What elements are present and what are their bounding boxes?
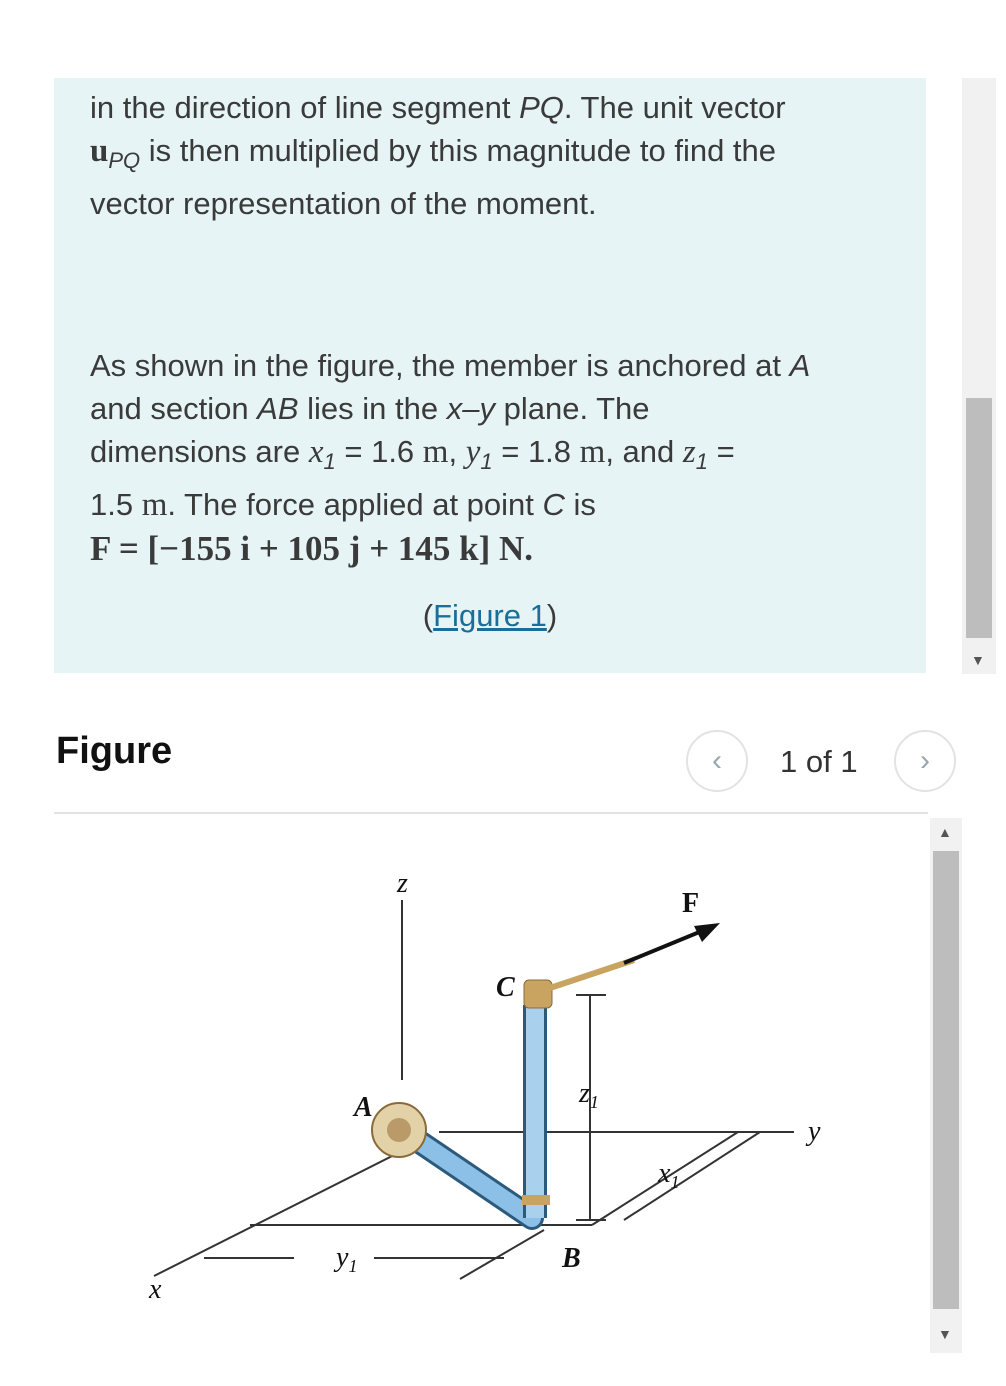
problem-paragraph-1 — [90, 86, 910, 225]
and-text: , and — [605, 434, 683, 469]
problem-paragraph-2 — [90, 344, 910, 570]
figure-image — [54, 820, 934, 1360]
paren-open: ( — [422, 598, 434, 633]
y1-subscript: 1 — [480, 449, 493, 474]
unit-vector-symbol: u — [90, 133, 109, 169]
para1-text-end: . The unit vector — [563, 90, 786, 125]
para1-line3: vector representation of the moment. — [90, 186, 597, 221]
figure-scrollbar-thumb[interactable] — [933, 851, 959, 1309]
figure-1-link[interactable]: Figure 1 — [433, 598, 547, 633]
para2-text-4: plane. The — [494, 391, 650, 426]
para1-line2: is then multiplied by this magnitude to find the — [140, 133, 777, 168]
label-y1: $y_1$ — [336, 1242, 358, 1276]
para2-text-2: and section — [90, 391, 258, 426]
label-z1: $z_1$ — [579, 1078, 599, 1112]
figure-link-row — [54, 598, 926, 634]
pin-c — [550, 960, 634, 988]
label-z: z — [397, 868, 408, 899]
x1-subscript: 1 — [323, 449, 336, 474]
figure-divider — [54, 812, 928, 814]
figure-title: Figure — [56, 730, 173, 772]
para2-text-7: is — [564, 487, 596, 522]
content-scrollbar[interactable] — [962, 78, 996, 674]
chevron-right-icon: › — [920, 744, 930, 777]
paren-close: ) — [546, 598, 558, 633]
prev-figure-button[interactable] — [686, 730, 748, 792]
x1-dim-line — [624, 1132, 760, 1220]
z1-equals: = — [707, 434, 735, 469]
y1-value: = 1.8 — [492, 434, 580, 469]
x1-symbol: x — [308, 434, 324, 470]
unit-vector-subscript: PQ — [108, 148, 141, 173]
label-a: A — [354, 1092, 373, 1123]
y1-arrow-end — [460, 1230, 544, 1279]
next-figure-button[interactable] — [894, 730, 956, 792]
z1-value: 1.5 — [90, 487, 142, 522]
label-force: F — [682, 888, 700, 919]
para2-text-1: As shown in the figure, the member is anchored at — [90, 348, 790, 383]
anchor-hub — [387, 1118, 411, 1142]
para2-text-3: lies in the — [298, 391, 447, 426]
figure-scrollbar[interactable] — [930, 818, 962, 1353]
section-ab-label: AB — [257, 391, 299, 426]
scroll-down-icon[interactable]: ▼ — [938, 1326, 952, 1342]
point-c-label: C — [542, 487, 565, 522]
label-x: x — [149, 1274, 162, 1305]
z1-symbol: z — [682, 434, 696, 470]
z1-unit: m — [141, 487, 168, 523]
x1-unit: m — [422, 434, 449, 470]
xy-plane-label: x–y — [446, 391, 495, 426]
problem-info-box — [54, 78, 926, 673]
label-c: C — [496, 972, 515, 1003]
x1-value: = 1.6 — [335, 434, 423, 469]
y1-unit: m — [579, 434, 606, 470]
z1-subscript: 1 — [695, 449, 708, 474]
content-scrollbar-thumb[interactable] — [966, 398, 992, 638]
pq-label: PQ — [519, 90, 564, 125]
y1-symbol: y — [465, 434, 481, 470]
para2-text-5: dimensions are — [90, 434, 309, 469]
scroll-up-icon[interactable]: ▲ — [938, 824, 952, 840]
pipe-diagram — [54, 820, 934, 1360]
chevron-left-icon: ‹ — [712, 744, 722, 777]
point-a-label: A — [789, 348, 811, 383]
connector-c — [524, 980, 552, 1008]
force-arrowhead — [694, 923, 720, 942]
label-b: B — [562, 1243, 581, 1274]
para1-text: in the direction of line segment — [90, 90, 520, 125]
para2-text-6: . The force applied at point — [167, 487, 543, 522]
force-equation: F = [−155 i + 105 j + 145 k] N. — [90, 529, 534, 568]
comma: , — [448, 434, 466, 469]
label-x1: $x_1$ — [658, 1158, 680, 1192]
scroll-down-icon[interactable]: ▼ — [971, 652, 985, 668]
elbow-coupling — [522, 1195, 550, 1205]
label-y: y — [808, 1116, 821, 1147]
figure-page-indicator: 1 of 1 — [780, 744, 858, 779]
